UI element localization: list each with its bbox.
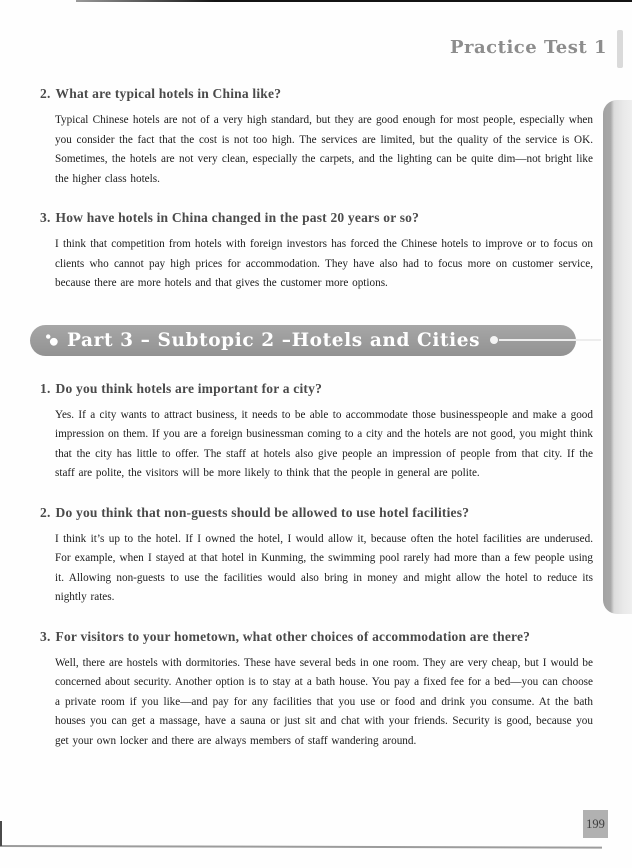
question-number: 2. — [40, 504, 51, 520]
question-number: 2. — [40, 86, 51, 101]
top-scan-edge-line — [76, 0, 632, 2]
page-number-badge: 199 — [583, 810, 608, 838]
question-heading — [40, 210, 592, 226]
answer-paragraph: I think that competition from hotels with foreign investors has forced the Chinese hotels to improve or to focus on clients who cannot pay high prices for accommodation. They have also had to focus more on customer service, because there are more hotels and that gives the customer more options. — [55, 238, 593, 289]
qa-block — [40, 381, 592, 484]
question-text: What are typical hotels in China like? — [55, 86, 282, 101]
bullet-icon — [490, 336, 498, 344]
question-number: 3. — [40, 210, 51, 225]
bottom-scan-line — [0, 845, 602, 848]
part3-section-banner — [30, 325, 576, 356]
banner-title: Part 3 – Subtopic 2 –Hotels and Cities — [67, 329, 481, 351]
question-text: Do you think hotels are important for a city? — [55, 380, 323, 396]
question-heading — [40, 505, 592, 521]
question-text: Do you think that non-guests should be allowed to use hotel facilities? — [55, 504, 470, 520]
left-scan-mark — [0, 821, 2, 846]
question-number: 3. — [40, 628, 51, 644]
answer-paragraph: Typical Chinese hotels are not of a very high standard, but they are good enough for most people, especially when you consider the fact that the cost is not too high. The services are limited, but the quality of the service is OK. Sometimes, the hotels are not very clean, especially the carpets, and the lighting can be quite dim—not bright like the higher class hotels. — [55, 114, 593, 185]
qa-block — [40, 629, 592, 752]
page-content — [40, 86, 592, 751]
qa-block — [40, 210, 592, 294]
qa-block — [40, 505, 592, 608]
header-edge-tab — [617, 30, 623, 68]
question-text: How have hotels in China changed in the past 20 years or so? — [55, 210, 420, 225]
page-edge-shadow — [603, 100, 632, 614]
question-heading — [40, 86, 592, 102]
answer-paragraph: I think it’s up to the hotel. If I owned the hotel, I would allow it, because often the hotel facilities are underused. For example, when I stayed at that hotel in Kunming, the swimming pool rarely had more than a few people using it. Allowing non-guests to use the facilities would also bring in money and might allow the hotel to reduce its nightly rates. — [55, 532, 593, 603]
qa-block — [40, 86, 592, 189]
page-header-title: Practice Test 1 — [450, 37, 607, 58]
two-dots-icon — [44, 332, 60, 348]
banner-trail-line — [499, 339, 601, 341]
answer-paragraph: Well, there are hostels with dormitories. These have several beds in one room. They are very cheap, but I would be concerned about security. Another option is to stay at a bath house. You pay a fixed fee for a bed—you can choose a private room if you like—and pay for any facilities that you use or food and drink you consume. At the bath houses you can get a massage, have a sauna or just sit and chat with your friends. Security is good, because you get your own locker and there are always members of staff wandering around. — [55, 656, 593, 747]
answer-paragraph: Yes. If a city wants to attract business, it needs to be able to accommodate those businesspeople and make a good impression on them. If you are a foreign businessman coming to a city and the hotels are not good, you might think that the city has little to offer. The staff at hotels also give people an impression of people from that city. If the staff are polite, the visitors will be more likely to think that the people in general are polite. — [55, 408, 593, 479]
question-number: 1. — [40, 380, 51, 396]
question-text: For visitors to your hometown, what other choices of accommodation are there? — [55, 628, 531, 644]
question-heading — [40, 629, 592, 645]
question-heading — [40, 381, 592, 397]
